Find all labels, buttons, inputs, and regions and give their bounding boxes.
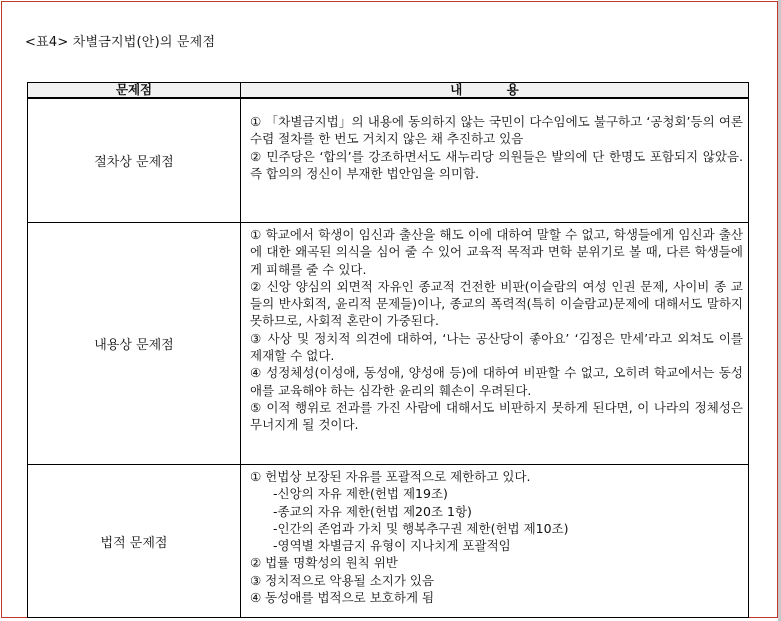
header-content: 내 용 (241, 83, 749, 99)
list-item: -신앙의 자유 제한(헌법 제19조) (273, 486, 448, 502)
row-content-content (241, 223, 749, 465)
table-row (28, 98, 749, 223)
paragraph: ② 신앙 양심의 외면적 자유인 종교적 건전한 비판(이슬람의 여성 인권 문제, 사이비 종 교들의 반사회적, 윤리적 문제들)이나, 종교의 폭력적(특히 이슬람교)문제에 대해서도 말하지 못하므로, 사회적 혼란이 가중된다. (250, 278, 743, 329)
row-label-content: 내용상 문제점 (28, 223, 241, 465)
table-caption: <표4> 차별금지법(안)의 문제점 (25, 35, 216, 50)
list-item: ② 법률 명확성의 원칙 위반 (250, 555, 398, 571)
row-label-legal: 법적 문제점 (28, 465, 241, 618)
issues-table (27, 82, 749, 618)
list-item: ④ 동성애를 법적으로 보호하게 됨 (250, 590, 435, 606)
list-item: ③ 정치적으로 악용될 소지가 있음 (250, 572, 435, 588)
row-content-legal (241, 465, 749, 618)
list-item: -종교의 자유 제한(헌법 제20조 1항) (273, 503, 472, 519)
paragraph: ① 「차별금지법」의 내용에 동의하지 않는 국민이 다수임에도 불구하고 ‘공청회’등의 여론수렴 절차를 한 번도 거치지 않은 채 추진하고 있음 (250, 114, 743, 147)
paragraph: ⑤ 이적 행위로 전과를 가진 사람에 대해서도 비판하지 못하게 된다면, 이 나라의 정체성은 무너지게 될 것이다. (250, 399, 743, 433)
paragraph: ④ 성정체성(이성애, 동성애, 양성애 등)에 대하여 비판할 수 없고, 오히려 학교에서는 동성애를 교육해야 하는 심각한 윤리의 훼손이 우려된다. (250, 365, 743, 398)
paragraph: ② 민주당은 ‘합의’를 강조하면서도 새누리당 의원들은 발의에 단 한명도 포함되지 않았음. 즉 합의의 정신이 부재한 법안임을 의미함. (250, 148, 743, 181)
paragraph: ① 학교에서 학생이 임신과 출산을 해도 이에 대하여 말할 수 없고, 학생들에게 임신과 출산에 대한 왜곡된 의식을 심어 줄 수 있어 교육적 목적과 면학 분위기로 볼 때, 다른 학생들에게 피해를 줄 수 있다. (250, 227, 743, 277)
table-row (28, 223, 749, 465)
table-row (28, 465, 749, 618)
list-item: ① 헌법상 보장된 자유를 포괄적으로 제한하고 있다. (250, 469, 531, 484)
row-label-procedural: 절차상 문제점 (28, 98, 241, 223)
document-frame (1, 1, 778, 618)
list-item: -인간의 존엄과 가치 및 행복추구권 제한(헌법 제10조) (273, 520, 569, 536)
row-content-procedural (241, 98, 749, 223)
header-issue: 문제점 (28, 83, 241, 99)
list-item: -영역별 차별금지 유형이 지나치게 포괄적임 (273, 538, 511, 554)
paragraph: ③ 사상 및 정치적 의견에 대하여, ‘나는 공산당이 좋아요’ ‘김정은 만세’라고 외쳐도 이를 제재할 수 없다. (250, 330, 743, 364)
table-header-row (28, 83, 749, 99)
